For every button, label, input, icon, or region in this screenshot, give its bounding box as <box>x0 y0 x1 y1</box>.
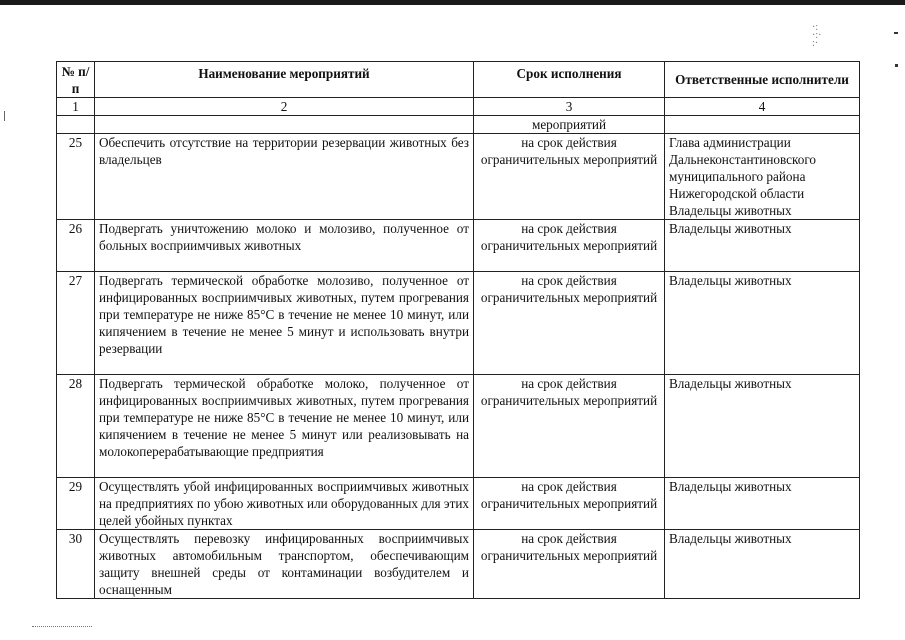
measures-table <box>56 61 860 599</box>
continuation-resp <box>665 116 860 134</box>
row-responsible: Глава администрации Дальнеконстантиновского муниципального района Нижегородской области Владельцы животных <box>665 134 860 220</box>
scan-top-edge <box>0 0 905 5</box>
continuation-row <box>57 116 860 134</box>
index-cell: 1 <box>57 98 95 116</box>
row-term: на срок действия ограничительных мероприятий <box>474 375 665 478</box>
scan-artifact-bottom <box>32 626 92 633</box>
row-responsible: Владельцы животных <box>665 272 860 375</box>
row-num: 25 <box>57 134 95 220</box>
continuation-name <box>95 116 474 134</box>
scan-artifact-mark: ·: ·:· :· <box>812 22 822 49</box>
row-measure: Подвергать уничтожению молоко и молозиво, полученное от больных восприимчивых животных <box>95 220 474 272</box>
table-row <box>57 134 860 220</box>
row-num: 27 <box>57 272 95 375</box>
header-term: Срок исполнения <box>474 62 665 98</box>
index-cell: 4 <box>665 98 860 116</box>
row-term: на срок действия ограничительных мероприятий <box>474 220 665 272</box>
row-measure: Осуществлять перевозку инфицированных восприимчивых животных автомобильным транспортом, обеспечивающим защиту внешней среды от контаминации возбудителем и оснащенным <box>95 530 474 599</box>
row-num: 30 <box>57 530 95 599</box>
header-num: № п/п <box>57 62 95 98</box>
table-row <box>57 530 860 599</box>
row-measure: Обеспечить отсутствие на территории резервации животных без владельцев <box>95 134 474 220</box>
row-measure: Подвергать термической обработке молоко, полученное от инфицированных восприимчивых животных, путем прогревания при температуре не ниже 85°С в течение не менее 10 минут, или кипячением в течение не менее 5 минут или реализовывать на молокоперерабатывающие предприятия <box>95 375 474 478</box>
index-cell: 2 <box>95 98 474 116</box>
scan-artifact-line <box>4 111 5 121</box>
table-row <box>57 478 860 530</box>
scan-artifact-dash <box>894 32 898 34</box>
row-responsible: Владельцы животных <box>665 530 860 599</box>
row-responsible: Владельцы животных <box>665 478 860 530</box>
header-responsible: Ответственные исполнители <box>665 62 860 98</box>
continuation-term: мероприятий <box>474 116 665 134</box>
index-cell: 3 <box>474 98 665 116</box>
row-measure: Подвергать термической обработке молозиво, полученное от инфицированных восприимчивых животных, путем прогревания при температуре не ниже 85°С в течение не менее 10 минут, или кипячением в течение не менее 5 минут и использовать внутри резервации <box>95 272 474 375</box>
header-name: Наименование мероприятий <box>95 62 474 98</box>
row-term: на срок действия ограничительных мероприятий <box>474 134 665 220</box>
table-row <box>57 272 860 375</box>
row-term: на срок действия ограничительных мероприятий <box>474 478 665 530</box>
scan-artifact-dot <box>895 64 898 67</box>
row-num: 28 <box>57 375 95 478</box>
row-term: на срок действия ограничительных мероприятий <box>474 530 665 599</box>
row-responsible: Владельцы животных <box>665 220 860 272</box>
table-row <box>57 375 860 478</box>
row-measure: Осуществлять убой инфицированных восприимчивых животных на предприятиях по убою животных или оборудованных для этих целей убойных пунктах <box>95 478 474 530</box>
column-index-row <box>57 98 860 116</box>
table-row <box>57 220 860 272</box>
row-num: 26 <box>57 220 95 272</box>
table-header-row <box>57 62 860 98</box>
row-term: на срок действия ограничительных мероприятий <box>474 272 665 375</box>
row-num: 29 <box>57 478 95 530</box>
continuation-num <box>57 116 95 134</box>
row-responsible: Владельцы животных <box>665 375 860 478</box>
